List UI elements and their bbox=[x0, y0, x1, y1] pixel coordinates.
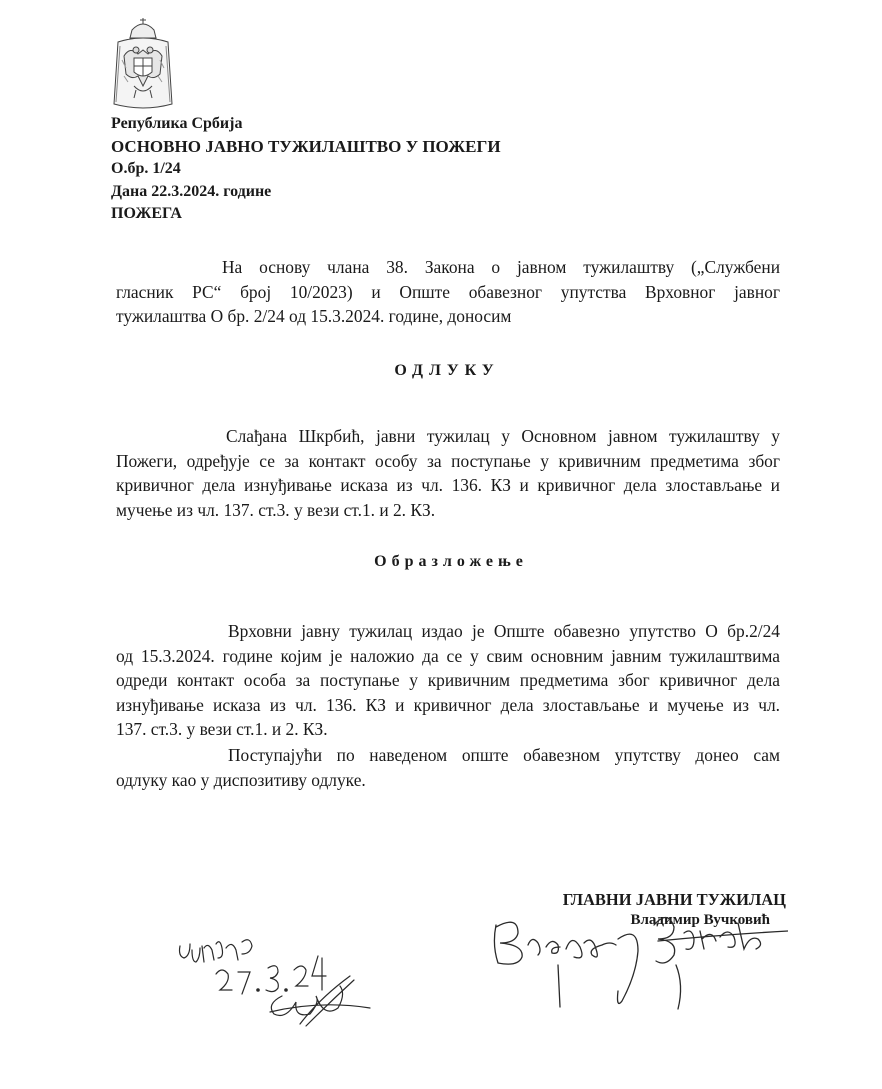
coat-of-arms-icon bbox=[110, 16, 176, 112]
reasoning-line: изнуђивање исказа из чл. 136. КЗ и кривичног дела злостављање и мучење из чл. bbox=[116, 694, 780, 715]
closing-paragraph bbox=[116, 743, 780, 792]
handwritten-receipt-note bbox=[170, 928, 380, 1028]
reasoning-title: Образложење bbox=[374, 553, 528, 570]
decision-line: кривичног дела изнуђивање исказа из чл. 136. КЗ и кривичног дела злостављање и bbox=[116, 475, 780, 495]
intro-line: тужилаштва О бр. 2/24 од 15.3.2024. године, доносим bbox=[116, 306, 512, 326]
decision-title: ОДЛУКУ bbox=[394, 362, 500, 379]
closing-line: Поступајући по наведеном опште обавезном упутству донео сам bbox=[228, 745, 780, 765]
office-name: ОСНОВНО ЈАВНО ТУЖИЛАШТВО У ПОЖЕГИ bbox=[111, 136, 501, 156]
decision-line: Пожеги, одређује се за контакт особу за поступање у кривичним предметима због bbox=[116, 450, 780, 471]
reasoning-line: од 15.3.2024. године којим је наложио да се у свим основним јавним тужилаштвима bbox=[116, 645, 780, 666]
document-number: О.бр. 1/24 bbox=[111, 160, 181, 177]
decision-paragraph bbox=[116, 424, 780, 522]
decision-line: мучење из чл. 137. ст.3. у вези ст.1. и 2. КЗ. bbox=[116, 499, 436, 520]
reasoning-paragraph bbox=[116, 619, 780, 742]
reasoning-line: 137. ст.3. у вези ст.1. и 2. КЗ. bbox=[116, 719, 328, 739]
reasoning-line: одреди контакт особа за поступање у кривичним предметима због кривичног дела bbox=[116, 670, 780, 690]
closing-line: одлуку као у диспозитиву одлуке. bbox=[116, 769, 366, 790]
intro-line: гласник РС“ број 10/2023) и Опште обавезног упутства Врховног јавног bbox=[116, 281, 780, 302]
signatory-name: Владимир Вучковић bbox=[630, 912, 770, 928]
reasoning-line: Врховни јавну тужилац издао је Опште обавезно упутство О бр.2/24 bbox=[228, 621, 780, 641]
signatory-title: ГЛАВНИ ЈАВНИ ТУЖИЛАЦ bbox=[562, 890, 786, 909]
decision-line: Слађана Шкрбић, јавни тужилац у Основном јавном тужилаштву у bbox=[226, 426, 780, 446]
intro-paragraph bbox=[116, 255, 780, 329]
document-city: ПОЖЕГА bbox=[111, 205, 182, 222]
intro-line: На основу члана 38. Закона о јавном тужилаштву („Службени bbox=[222, 257, 780, 277]
document-date: Дана 22.3.2024. године bbox=[111, 182, 272, 200]
handwritten-signature bbox=[488, 905, 788, 1015]
document-header bbox=[111, 113, 501, 226]
country-name: Република Србија bbox=[111, 115, 243, 132]
